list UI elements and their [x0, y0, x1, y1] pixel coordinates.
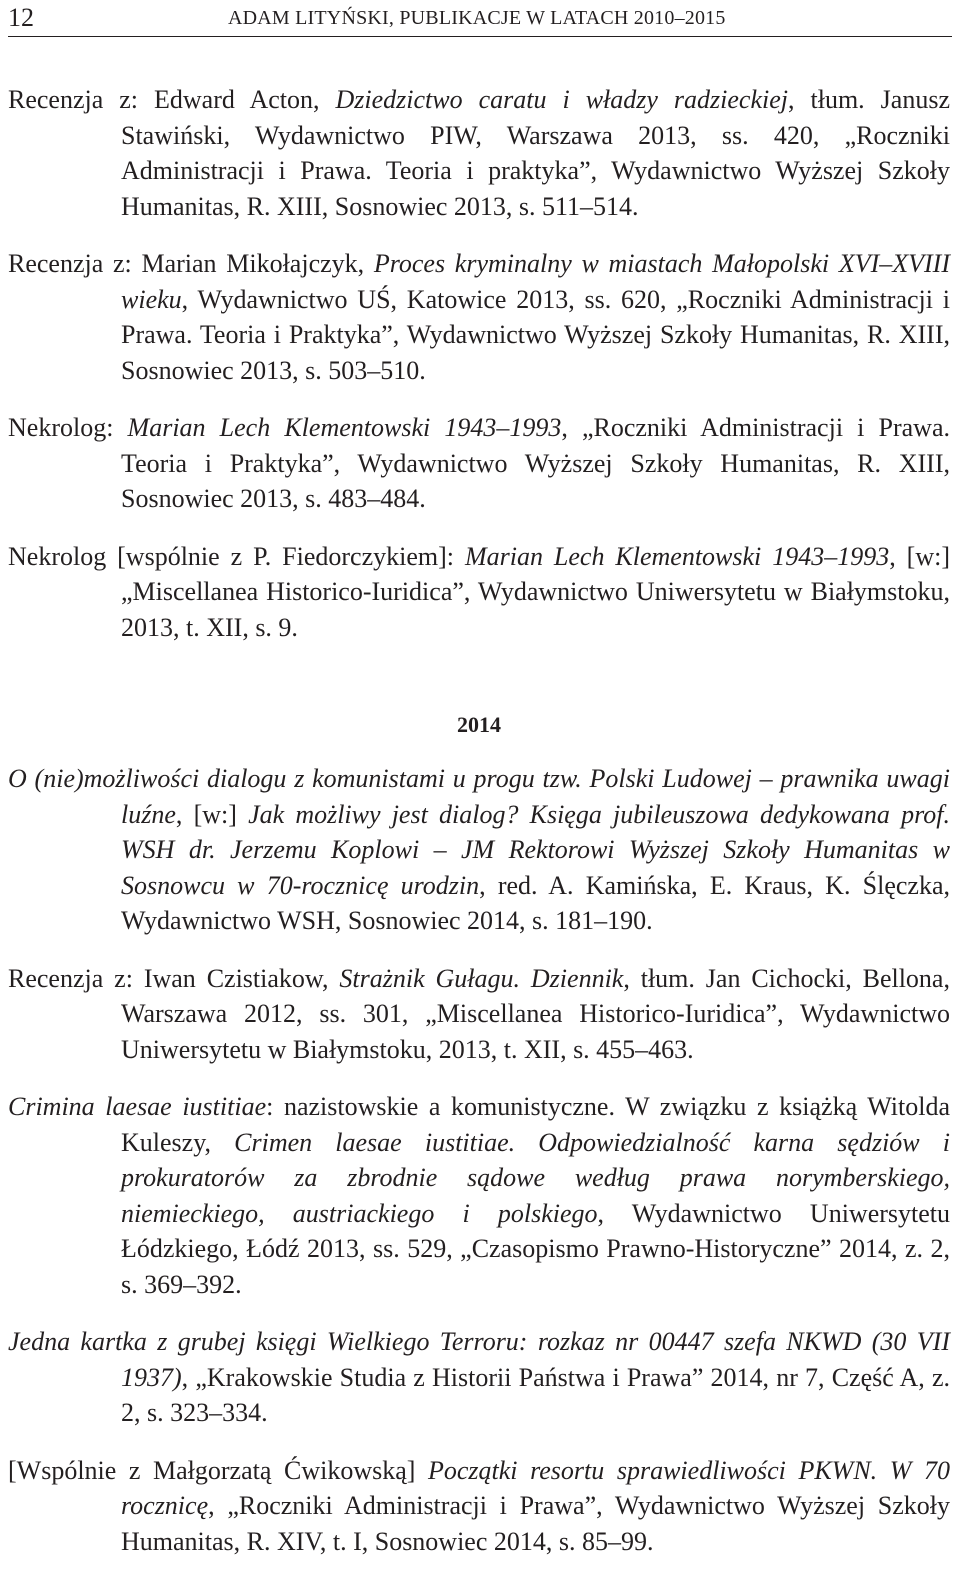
- entry-title-italic: Crimina laesae iustitiae: [8, 1092, 267, 1121]
- running-header: [8, 0, 952, 37]
- page-number: 12: [8, 3, 34, 32]
- entry-title-italic: Dziedzictwo caratu i władzy radzieckiej: [335, 85, 788, 114]
- entry-text: , „Roczniki Administracji i Prawa. Teoria i Praktyka”, Wydawnictwo Wyższej Szkoły Humanitas, R. XIII, Sosnowiec 2013, s. 483–484.: [121, 413, 950, 513]
- entry-title-italic: Początki resortu sprawiedliwości PKWN. W 70 rocznicę: [121, 1455, 950, 1520]
- running-title: ADAM LITYŃSKI, PUBLIKACJE W LATACH 2010–2015: [228, 7, 726, 29]
- bibliography-entry: [8, 1089, 950, 1302]
- bibliography-entry: [8, 539, 950, 646]
- entry-title-italic: O (nie)możliwości dialogu z komunistami u progu tzw. Polski Ludowej – prawnika uwagi luźne: [8, 764, 950, 829]
- bibliography-entry: [8, 961, 950, 1068]
- entry-text: , [w:]: [175, 799, 249, 829]
- bibliography-list: [8, 82, 950, 1581]
- bibliography-entry: [8, 410, 950, 517]
- entries-2013: [8, 82, 950, 645]
- entry-title-italic: Proces kryminalny w miastach Małopolski XVI–XVIII wieku: [121, 249, 950, 314]
- entry-text: Nekrolog [wspólnie z P. Fiedorczykiem]:: [8, 541, 465, 571]
- entry-text: , „Roczniki Administracji i Prawa”, Wydawnictwo Wyższej Szkoły Humanitas, R. XIV, t. I, Sosnowiec 2014, s. 85–99.: [121, 1491, 950, 1556]
- bibliography-entry: [8, 1324, 950, 1431]
- entry-text: , Wydawnictwo Uniwersytetu Łódzkiego, Łódź 2013, ss. 529, „Czasopismo Prawno-Historyczne” 2014, z. 2, s. 369–392.: [121, 1198, 950, 1299]
- entry-title-italic: Jedna kartka z grubej księgi Wielkiego Terroru: rozkaz nr 00447 szefa NKWD (30 VII 1937): [8, 1327, 950, 1392]
- entry-text: Recenzja z: Marian Mikołajczyk,: [8, 249, 374, 278]
- bibliography-entry: [8, 246, 950, 388]
- entry-text: Recenzja z: Edward Acton,: [8, 85, 336, 114]
- entry-text: Nekrolog:: [8, 413, 128, 442]
- entry-title-italic: Strażnik Gułagu. Dziennik: [339, 963, 624, 993]
- year-heading: 2014: [457, 712, 501, 737]
- entry-text: : nazistowskie a komunistyczne. W związku z książką Witolda Kuleszy,: [121, 1092, 950, 1157]
- bibliography-entry: [8, 1453, 950, 1560]
- bibliography-entry: [8, 761, 950, 939]
- entry-title-italic: Marian Lech Klementowski 1943–1993: [127, 413, 562, 442]
- entry-text: Recenzja z: Iwan Czistiakow,: [8, 963, 340, 993]
- entry-title-italic: Marian Lech Klementowski 1943–1993: [464, 541, 890, 571]
- entry-text: , Wydawnictwo UŚ, Katowice 2013, ss. 620, „Roczniki Administracji i Prawa. Teoria i Praktyka”, Wydawnictwo Wyższej Szkoły Humanitas, R. XIII, Sosnowiec 2013, s. 503–510.: [121, 284, 950, 385]
- entry-title-italic: Jak możliwy jest dialog? Księga jubileuszowa dedykowana prof. WSH dr. Jerzemu Koplowi – JM Rektorowi Wyższej Szkoły Humanitas w Sosnowcu w 70-rocznicę urodzin: [121, 799, 950, 900]
- entry-text: [Wspólnie z Małgorzatą Ćwikowską]: [8, 1455, 428, 1485]
- entry-text: , tłum. Jan Cichocki, Bellona, Warszawa 2012, ss. 301, „Miscellanea Historico-Iuridica”, Wydawnictwo Uniwersytetu w Białymstoku, 2013, t. XII, s. 455–463.: [121, 963, 950, 1064]
- entry-text: , „Krakowskie Studia z Historii Państwa i Prawa” 2014, nr 7, Część A, z. 2, s. 323–334.: [121, 1362, 950, 1427]
- entry-text: , tłum. Janusz Stawiński, Wydawnictwo PIW, Warszawa 2013, ss. 420, „Roczniki Administracji i Prawa. Teoria i praktyka”, Wydawnictwo Wyższej Szkoły Humanitas, R. XIII, Sosnowiec 2013, s. 511–514.: [121, 85, 950, 221]
- entry-text: , [w:] „Miscellanea Historico-Iuridica”, Wydawnictwo Uniwersytetu w Białymstoku, 2013, t. XII, s. 9.: [121, 541, 950, 642]
- entry-text: , red. A. Kamińska, E. Kraus, K. Ślęczka, Wydawnictwo WSH, Sosnowiec 2014, s. 181–190.: [121, 870, 950, 935]
- entries-2014: [8, 761, 950, 1559]
- bibliography-entry: [8, 82, 950, 224]
- entry-title-italic: Crimen laesae iustitiae. Odpowiedzialność karna sędziów i prokuratorów za zbrodnie sądowe według prawa norymberskiego, niemieckiego, austriackiego i polskiego: [121, 1127, 951, 1228]
